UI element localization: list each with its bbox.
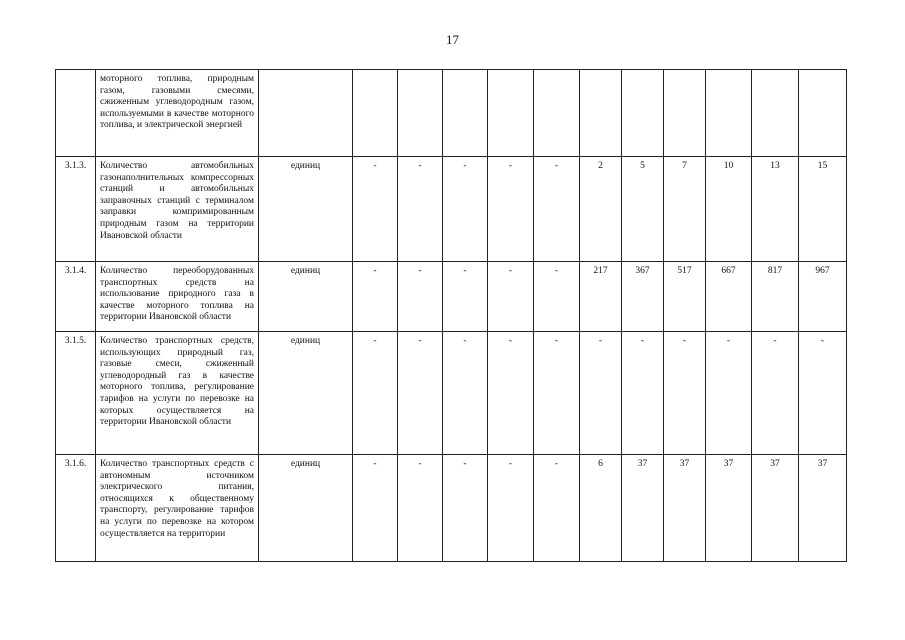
- value-cell: -: [534, 262, 580, 332]
- value-cell: 37: [664, 455, 706, 562]
- value-cell: -: [580, 332, 622, 455]
- value-cell: 37: [752, 455, 799, 562]
- indicators-table: [55, 69, 847, 562]
- row-number-cell: 3.1.6.: [56, 455, 96, 562]
- value-cell: [488, 70, 534, 157]
- indicator-description-cell: Количество транспортных средств с автономным источником электрического питания, относящихся к общественному транспорту, регулирование тарифов на услуги по перевозке на котором осуществляется на территории: [96, 455, 259, 562]
- row-number-cell: 3.1.3.: [56, 157, 96, 262]
- value-cell: 37: [799, 455, 847, 562]
- value-cell: 217: [580, 262, 622, 332]
- value-cell: 7: [664, 157, 706, 262]
- indicator-description-cell: Количество переоборудованных транспортных средств на использование природного газа в качестве моторного топлива на территории Ивановской области: [96, 262, 259, 332]
- value-cell: [706, 70, 752, 157]
- value-cell: 5: [622, 157, 664, 262]
- value-cell: 2: [580, 157, 622, 262]
- indicator-description-cell: моторного топлива, природным газом, газовыми смесями, сжиженным углеводородным газом, используемыми в качестве моторного топлива, и электрической энергией: [96, 70, 259, 157]
- row-number-cell: [56, 70, 96, 157]
- value-cell: [580, 70, 622, 157]
- value-cell: 37: [706, 455, 752, 562]
- value-cell: [443, 70, 488, 157]
- value-cell: -: [534, 332, 580, 455]
- value-cell: [398, 70, 443, 157]
- value-cell: -: [398, 332, 443, 455]
- unit-cell: единиц: [259, 455, 353, 562]
- value-cell: -: [443, 157, 488, 262]
- table-row: [56, 157, 847, 262]
- value-cell: -: [534, 157, 580, 262]
- value-cell: 517: [664, 262, 706, 332]
- value-cell: -: [488, 262, 534, 332]
- value-cell: 6: [580, 455, 622, 562]
- value-cell: -: [398, 262, 443, 332]
- value-cell: -: [353, 455, 398, 562]
- page-number: 17: [446, 32, 459, 47]
- value-cell: -: [443, 262, 488, 332]
- value-cell: -: [398, 455, 443, 562]
- unit-cell: единиц: [259, 262, 353, 332]
- value-cell: 817: [752, 262, 799, 332]
- value-cell: -: [706, 332, 752, 455]
- value-cell: -: [443, 455, 488, 562]
- value-cell: -: [398, 157, 443, 262]
- value-cell: -: [664, 332, 706, 455]
- value-cell: 367: [622, 262, 664, 332]
- value-cell: 667: [706, 262, 752, 332]
- value-cell: -: [443, 332, 488, 455]
- table-row: [56, 70, 847, 157]
- indicator-description-cell: Количество транспортных средств, использующих природный газ, газовые смеси, сжиженный углеводородный газ в качестве моторного топлива, регулирование тарифов на услуги по перевозке на которых осуществляется на территории Ивановской области: [96, 332, 259, 455]
- table-row: [56, 332, 847, 455]
- value-cell: -: [488, 157, 534, 262]
- value-cell: -: [488, 455, 534, 562]
- value-cell: 15: [799, 157, 847, 262]
- value-cell: -: [752, 332, 799, 455]
- value-cell: [353, 70, 398, 157]
- value-cell: -: [622, 332, 664, 455]
- indicator-description-cell: Количество автомобильных газонаполнительных компрессорных станций и автомобильных заправочных станций с терминалом заправки компримированным природным газом на территории Ивановской области: [96, 157, 259, 262]
- value-cell: 13: [752, 157, 799, 262]
- unit-cell: единиц: [259, 157, 353, 262]
- unit-cell: [259, 70, 353, 157]
- value-cell: [622, 70, 664, 157]
- value-cell: [799, 70, 847, 157]
- table-row: [56, 262, 847, 332]
- value-cell: -: [353, 157, 398, 262]
- value-cell: -: [799, 332, 847, 455]
- value-cell: -: [353, 262, 398, 332]
- value-cell: 967: [799, 262, 847, 332]
- value-cell: -: [353, 332, 398, 455]
- value-cell: [664, 70, 706, 157]
- table-row: [56, 455, 847, 562]
- row-number-cell: 3.1.5.: [56, 332, 96, 455]
- table-body: [56, 70, 847, 562]
- value-cell: 10: [706, 157, 752, 262]
- value-cell: [752, 70, 799, 157]
- value-cell: 37: [622, 455, 664, 562]
- row-number-cell: 3.1.4.: [56, 262, 96, 332]
- value-cell: -: [534, 455, 580, 562]
- value-cell: -: [488, 332, 534, 455]
- unit-cell: единиц: [259, 332, 353, 455]
- value-cell: [534, 70, 580, 157]
